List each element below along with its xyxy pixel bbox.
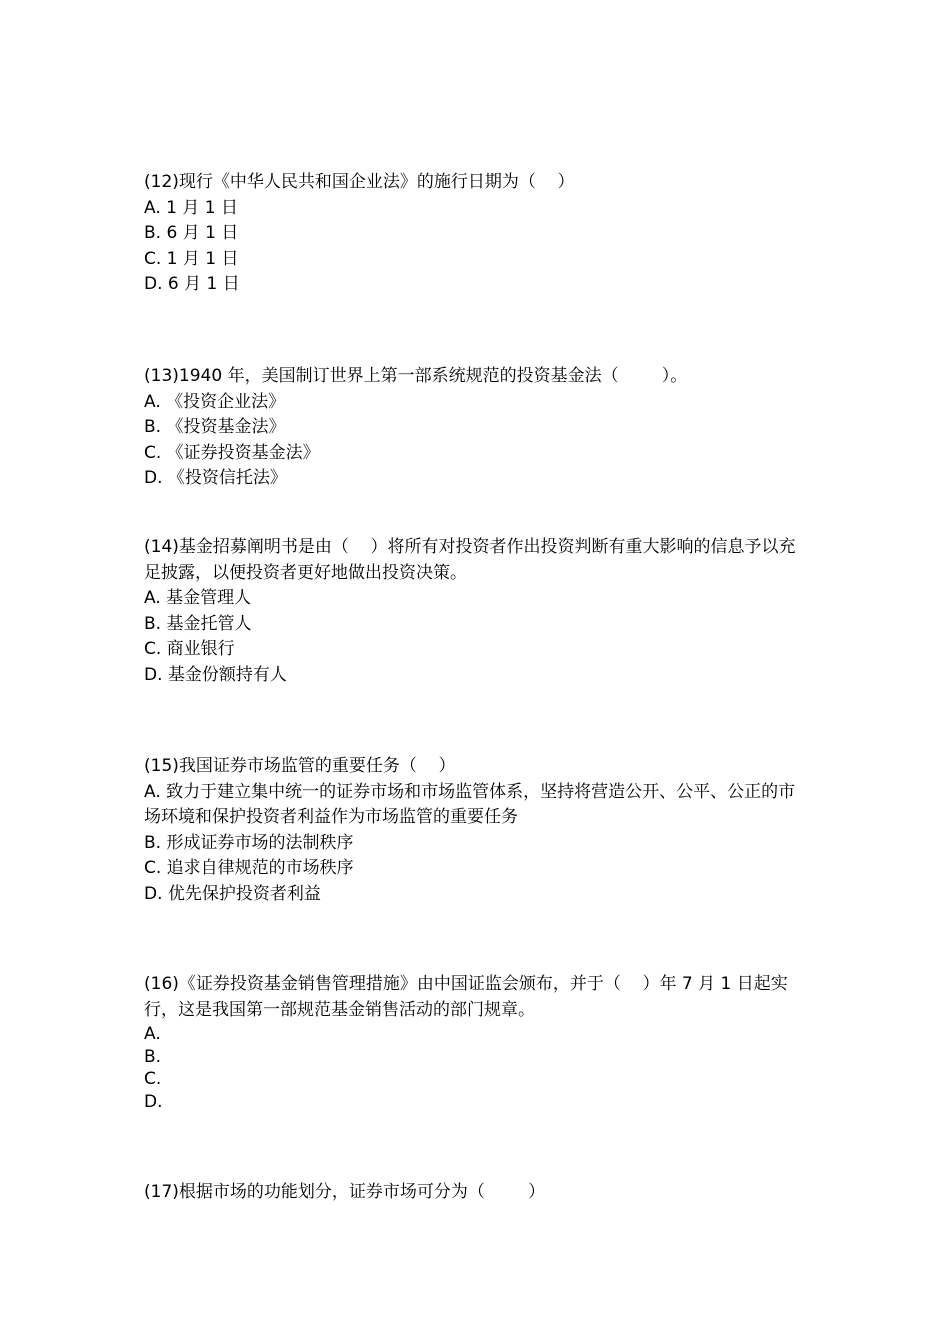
option-c: C. 《证券投资基金法》	[144, 442, 320, 463]
question-text: (12)现行《中华人民共和国企业法》的施行日期为（ ）	[144, 172, 575, 192]
option-b: B. 《投资基金法》	[144, 417, 286, 437]
option-d: D.	[144, 1091, 163, 1112]
question-15	[144, 754, 804, 907]
option-b: B. 形成证券市场的法制秩序	[144, 832, 354, 853]
option-a: A. 致力于建立集中统一的证券市场和市场监管体系，坚持将营造公开、公平、公正的市场环境和保护投资者利益作为市场监管的重要任务	[144, 781, 796, 827]
option-b: B. 基金托管人	[144, 613, 252, 634]
option-a: A. 基金管理人	[144, 588, 252, 608]
option-d: D. 6 月 1 日	[144, 274, 240, 294]
option-a: A. 1 月 1 日	[144, 197, 238, 218]
option-a: A.	[144, 1024, 161, 1044]
option-b: B. 6 月 1 日	[144, 223, 239, 243]
question-text: (17)根据市场的功能划分，证券市场可分为（ ）	[144, 1182, 546, 1202]
option-c: C. 商业银行	[144, 639, 235, 659]
option-d: D. 基金份额持有人	[144, 664, 287, 685]
question-14	[144, 535, 804, 688]
question-17	[144, 1180, 804, 1206]
option-a: A. 《投资企业法》	[144, 391, 286, 412]
option-d: D. 《投资信托法》	[144, 468, 287, 488]
question-text: (16)《证券投资基金销售管理措施》由中国证监会颁布，并于（ ）年 7 月 1 日起实行，这是我国第一部规范基金销售活动的部门规章。	[144, 974, 788, 1020]
question-text: (13)1940 年，美国制订世界上第一部系统规范的投资基金法（ ）。	[144, 366, 688, 386]
option-c: C. 1 月 1 日	[144, 248, 239, 269]
option-b: B.	[144, 1046, 162, 1067]
option-c: C. 追求自律规范的市场秩序	[144, 858, 354, 878]
option-c: C.	[144, 1069, 162, 1089]
question-16	[144, 972, 804, 1113]
option-d: D. 优先保护投资者利益	[144, 883, 321, 904]
question-13	[144, 364, 804, 492]
question-text: (15)我国证券市场监管的重要任务（ ）	[144, 756, 456, 776]
question-12	[144, 170, 804, 298]
question-text: (14)基金招募阐明书是由（ ）将所有对投资者作出投资判断有重大影响的信息予以充足披露，以便投资者更好地做出投资决策。	[144, 537, 796, 583]
